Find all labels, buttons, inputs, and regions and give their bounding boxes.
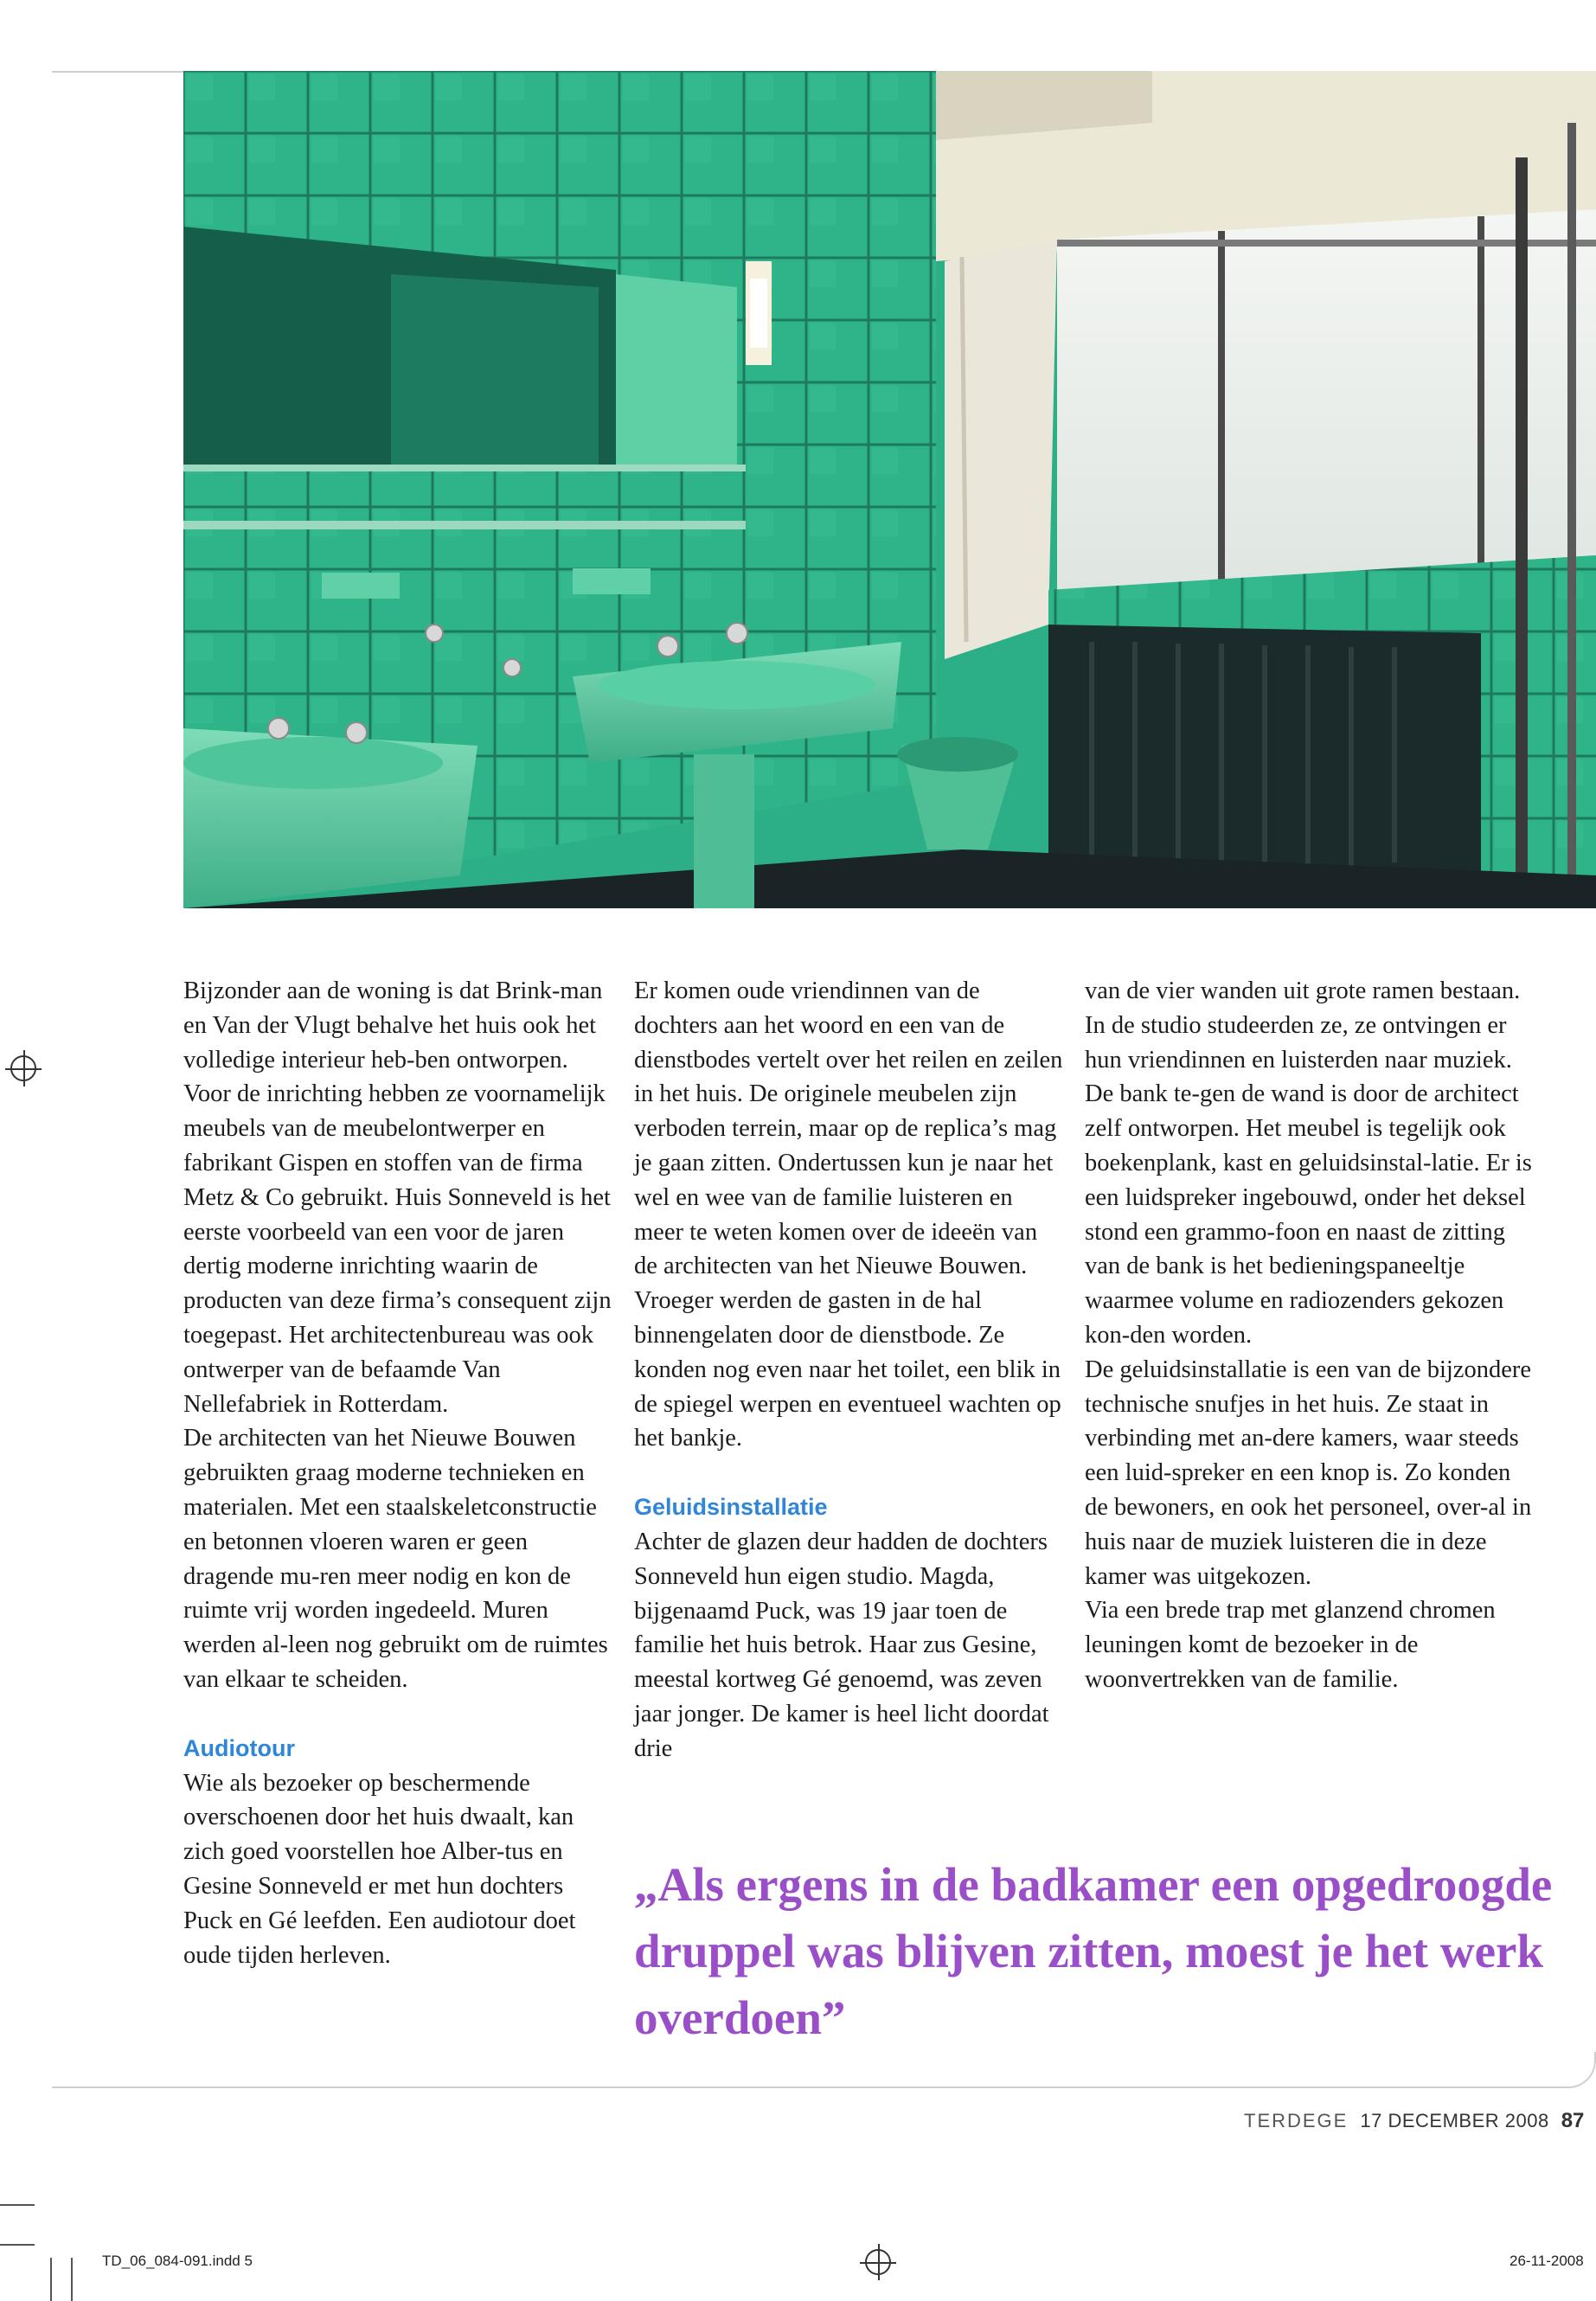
frame-bottom-rule (52, 2086, 1570, 2088)
column-2 (634, 974, 1067, 1766)
page-footer (1244, 2109, 1584, 2144)
col2-paragraph-1: Er komen oude vriendinnen van de dochters aan het woord en een van de dienstbodes vertelt over het reilen en zeilen in het huis. De originele meubelen zijn verboden terrein, maar op de replica’s mag je gaan zitten. Ondertussen kun je naar het wel en wee van de familie luisteren en meer te weten komen over de ideeën van de architecten van het Nieuwe Bouwen. Vroeger werden de gasten in de hal binnengelaten door de dienstbode. Ze konden nog even naar het toilet, een blik in de spiegel werpen en eventueel wachten op het bankje. (634, 977, 1063, 1452)
crop-mark (0, 2244, 35, 2246)
col1-paragraph-1: Bijzonder aan de woning is dat Brink-man en Van der Vlugt behalve het huis ook het volledige interieur heb-ben ontworpen. Voor de inrichting hebben ze voornamelijk meubels van de meubelontwerper en fabrikant Gispen en stoffen van de firma Metz & Co gebruikt. Huis Sonneveld is het eerste voorbeeld van een voor de jaren dertig moderne inrichting waarin de producten van deze firma’s consequent zijn toegepast. Het architectenbureau was ook ontwerper van de befaamde Van Nellefabriek in Rotterdam. (183, 977, 612, 1418)
column-1 (183, 974, 616, 1972)
footer-magazine: TERDEGE (1244, 2110, 1349, 2131)
col2-paragraph-2: Achter de glazen deur hadden de dochters Sonneveld hun eigen studio. Magda, bijgenaamd Puck, was 19 jaar toen de familie het huis betrok. Haar zus Gesine, meestal kortweg Gé genoemd, was zeven jaar jonger. De kamer is heel licht doordat drie (634, 1528, 1049, 1762)
pull-quote: „Als ergens in de badkamer een opgedroogde druppel was blijven zitten, moest je het werk overdoen” (634, 1858, 1553, 2044)
bathroom-photo (183, 71, 1596, 908)
footer-page-number: 87 (1561, 2109, 1585, 2132)
crop-mark (71, 2258, 73, 2301)
col3-paragraph-3: Via een brede trap met glanzend chromen leuningen komt de bezoeker in de woonvertrekken van de familie. (1085, 1597, 1496, 1693)
col3-paragraph-1: van de vier wanden uit grote ramen bestaan. In de studio studeerden ze, ze ontvingen er hun vriendinnen en luisterden naar muziek. De bank te-gen de wand is door de architect zelf ontworpen. Het meubel is tegelijk ook boekenplank, kast en geluidsinstal-latie. Er is een luidspreker ingebouwd, onder het deksel stond een grammo-foon en naast de zitting van de bank is het bedieningspaneeltje waarmee volume en radiozenders gekozen kon-den worden. (1085, 977, 1532, 1349)
column-3 (1085, 974, 1535, 1697)
crop-mark (50, 2258, 52, 2301)
registration-mark-icon (865, 2249, 891, 2275)
slug-filename: TD_06_084-091.indd 5 (102, 2253, 253, 2269)
frame-bottom-corner (1568, 2052, 1596, 2088)
registration-mark-icon (10, 1055, 36, 1081)
footer-date: 17 DECEMBER 2008 (1360, 2110, 1549, 2131)
slug-date: 26-11-2008 (1509, 2253, 1584, 2269)
col1-paragraph-3: Wie als bezoeker op beschermende overschoenen door het huis dwaalt, kan zich goed voorstellen hoe Alber-tus en Gesine Sonneveld er met hun dochters Puck en Gé leefden. Een audiotour doet oude tijden herleven. (183, 1769, 576, 1969)
crop-mark (0, 2204, 35, 2206)
subhead-geluidsinstallatie: Geluidsinstallatie (634, 1494, 828, 1521)
col3-paragraph-2: De geluidsinstallatie is een van de bijzondere technische snufjes in het huis. Ze staat in verbinding met an-dere kamers, waar steeds een luid-spreker en een knop is. Zo konden de bewoners, en ook het personeel, over-al in huis naar de muziek luisteren die in deze kamer was uitgekozen. (1085, 1356, 1532, 1590)
subhead-audiotour: Audiotour (183, 1734, 295, 1761)
col1-paragraph-2: De architecten van het Nieuwe Bouwen gebruikten graag moderne technieken en materialen. Met een staalskeletconstructie en betonnen vloeren waren er geen dragende mu-ren meer nodig en kon de ruimte vrij worden ingedeeld. Muren werden al-leen nog gebruikt om de ruimtes van elkaar te scheiden. (183, 1425, 608, 1693)
